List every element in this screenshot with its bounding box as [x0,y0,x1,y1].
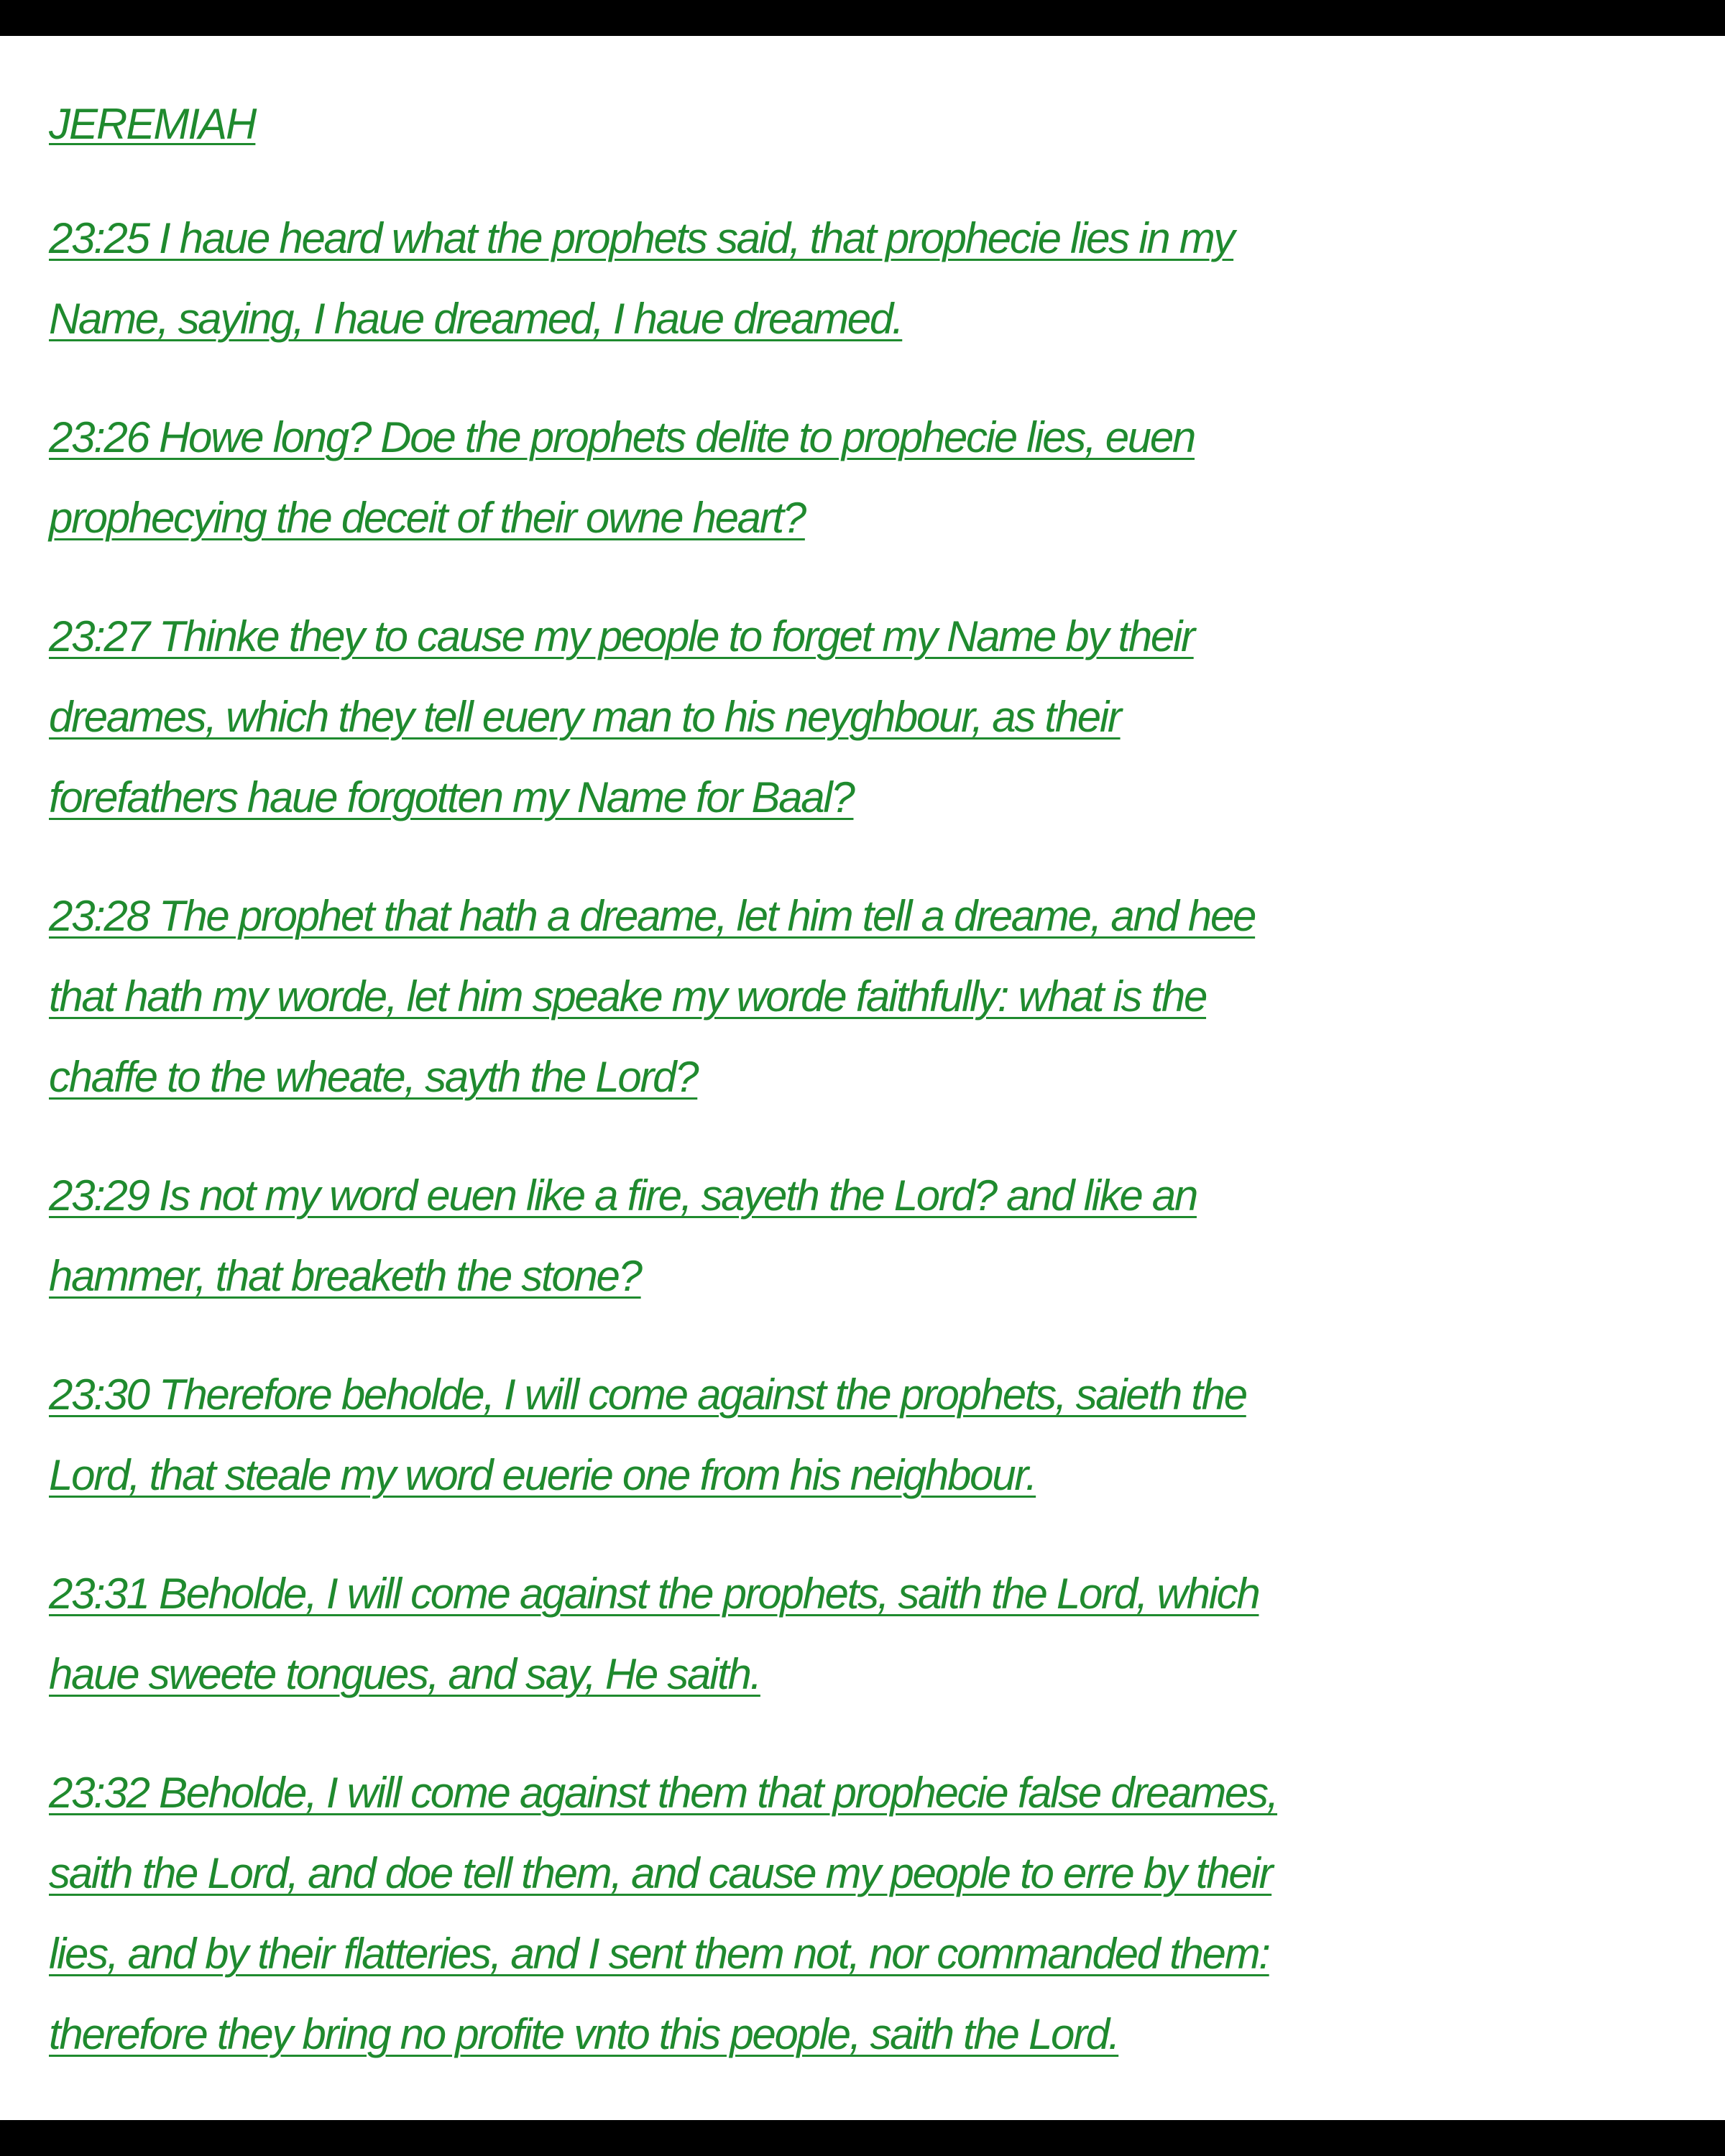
verse-line: chaffe to the wheate, sayth the Lord? [49,1053,698,1101]
verse-line: dreames, which they tell euery man to his neyghbour, as their [49,693,1121,741]
book-title: JEREMIAH [49,100,256,148]
document-body [49,92,1724,2113]
verse-line: 23:27 Thinke they to cause my people to forget my Name by their [49,612,1194,660]
verse-line: 23:29 Is not my word euen like a fire, sayeth the Lord? and like an [49,1171,1197,1220]
verse-23-32 [49,1753,1724,2075]
verse-line: therefore they bring no profite vnto this people, saith the Lord. [49,2010,1119,2058]
verse-line: haue sweete tongues, and say, He saith. [49,1650,760,1698]
verse-line: 23:28 The prophet that hath a dreame, let him tell a dreame, and hee [49,892,1256,940]
verse-23-28 [49,876,1724,1118]
verse-line: Lord, that steale my word euerie one from his neighbour. [49,1451,1036,1499]
verse-23-31 [49,1554,1724,1715]
verse-line: saith the Lord, and doe tell them, and cause my people to erre by their [49,1849,1272,1897]
verse-line: that hath my worde, let him speake my worde faithfully: what is the [49,972,1207,1021]
verse-line: forefathers haue forgotten my Name for Baal? [49,773,854,821]
verse-line: hammer, that breaketh the stone? [49,1252,641,1300]
verse-23-29 [49,1156,1724,1317]
verse-23-30 [49,1355,1724,1516]
verse-line: 23:25 I haue heard what the prophets said, that prophecie lies in my [49,214,1234,262]
verse-23-26 [49,397,1724,558]
document-page [0,36,1725,2120]
verse-line: Name, saying, I haue dreamed, I haue dreamed. [49,295,903,343]
verse-23-25 [49,198,1724,359]
verse-23-27 [49,596,1724,838]
verse-line: 23:30 Therefore beholde, I will come against the prophets, saieth the [49,1370,1246,1419]
verse-line: lies, and by their flatteries, and I sent them not, nor commanded them: [49,1930,1269,1978]
verse-line: 23:32 Beholde, I will come against them that prophecie false dreames, [49,1769,1278,1817]
verse-line: 23:26 Howe long? Doe the prophets delite to prophecie lies, euen [49,413,1195,461]
verse-line: prophecying the deceit of their owne heart? [49,494,805,542]
verse-line: 23:31 Beholde, I will come against the prophets, saith the Lord, which [49,1570,1259,1618]
